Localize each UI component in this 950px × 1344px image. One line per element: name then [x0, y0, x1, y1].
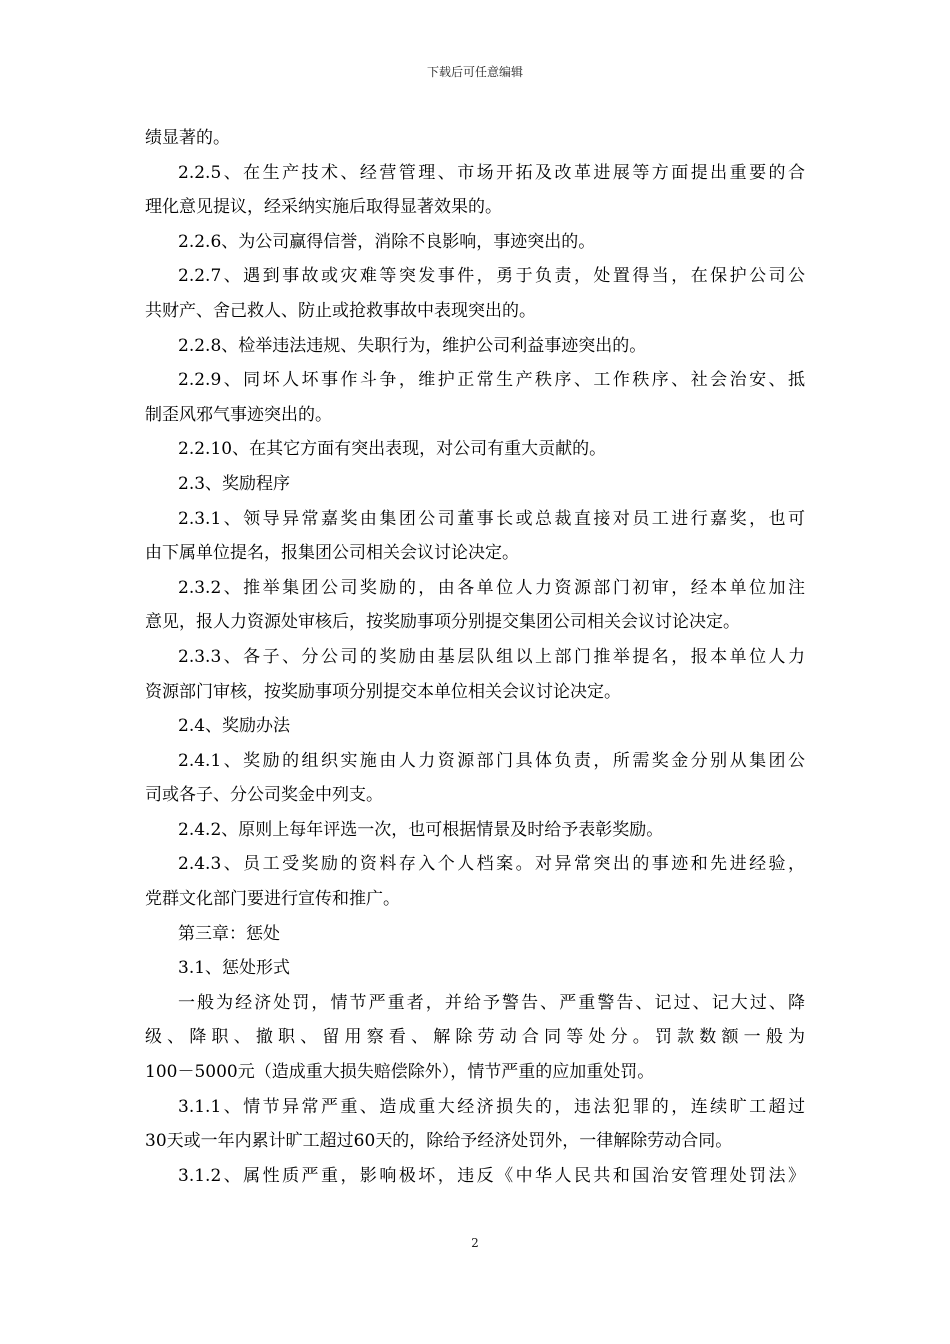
- paragraph-line: 2.4.3、员工受奖励的资料存入个人档案。对异常突出的事迹和先进经验，: [178, 854, 805, 875]
- section-heading: 3.1、惩处形式: [178, 958, 291, 979]
- paragraph-line: 2.2.8、检举违法违规、失职行为，维护公司利益事迹突出的。: [178, 335, 647, 356]
- paragraph-line: 2.2.9、同坏人坏事作斗争，维护正常生产秩序、工作秩序、社会治安、抵: [178, 370, 805, 391]
- paragraph-line: 30天或一年内累计旷工超过60天的，除给予经济处罚外，一律解除劳动合同。: [145, 1131, 733, 1152]
- chapter-heading: 第三章：惩处: [178, 923, 280, 944]
- paragraph-line: 2.2.5、在生产技术、经营管理、市场开拓及改革进展等方面提出重要的合: [178, 162, 805, 183]
- paragraph-line: 2.4.2、原则上每年评选一次，也可根据情景及时给予表彰奖励。: [178, 819, 664, 840]
- page-header: 下载后可任意编辑: [426, 65, 523, 79]
- paragraph-line: 2.3.1、领导异常嘉奖由集团公司董事长或总裁直接对员工进行嘉奖，也可: [178, 508, 805, 529]
- section-heading: 2.4、奖励办法: [178, 716, 291, 737]
- paragraph-line: 资源部门审核，按奖励事项分别提交本单位相关会议讨论决定。: [145, 681, 621, 702]
- paragraph-line: 100－5000元（造成重大损失赔偿除外），情节严重的应加重处罚。: [145, 1062, 655, 1083]
- paragraph-line: 级、降职、撤职、留用察看、解除劳动合同等处分。罚款数额一般为: [145, 1027, 805, 1048]
- paragraph-line: 2.2.7、遇到事故或灾难等突发事件，勇于负责，处置得当，在保护公司公: [178, 266, 805, 287]
- paragraph-line: 由下属单位提名，报集团公司相关会议讨论决定。: [145, 543, 519, 564]
- paragraph-line: 共财产、舍己救人、防止或抢救事故中表现突出的。: [145, 300, 536, 321]
- paragraph-line: 3.1.1、情节异常严重、造成重大经济损失的，违法犯罪的，连续旷工超过: [178, 1096, 805, 1117]
- paragraph-line: 理化意见提议，经采纳实施后取得显著效果的。: [145, 197, 502, 218]
- paragraph-line: 绩显著的。: [145, 128, 230, 148]
- paragraph-line: 意见，报人力资源处审核后，按奖励事项分别提交集团公司相关会议讨论决定。: [145, 612, 740, 633]
- paragraph-line: 2.4.1、奖励的组织实施由人力资源部门具体负责，所需奖金分别从集团公: [178, 750, 805, 771]
- paragraph-line: 2.2.6、为公司赢得信誉，消除不良影响，事迹突出的。: [178, 231, 596, 252]
- section-heading: 2.3、奖励程序: [178, 473, 291, 494]
- paragraph-line: 2.2.10、在其它方面有突出表现，对公司有重大贡献的。: [178, 439, 607, 460]
- page-number: 2: [471, 1236, 479, 1250]
- document-body: [145, 121, 805, 1193]
- paragraph-line: 党群文化部门要进行宣传和推广。: [145, 889, 400, 910]
- paragraph-line: 3.1.2、属性质严重，影响极坏，违反《中华人民共和国治安管理处罚法》: [178, 1165, 805, 1186]
- paragraph-line: 司或各子、分公司奖金中列支。: [145, 785, 383, 806]
- paragraph-line: 2.3.2、推举集团公司奖励的，由各单位人力资源部门初审，经本单位加注: [178, 577, 805, 598]
- paragraph-line: 2.3.3、各子、分公司的奖励由基层队组以上部门推举提名，报本单位人力: [178, 646, 805, 667]
- paragraph-line: 一般为经济处罚，情节严重者，并给予警告、严重警告、记过、记大过、降: [178, 992, 805, 1013]
- paragraph-line: 制歪风邪气事迹突出的。: [145, 404, 332, 425]
